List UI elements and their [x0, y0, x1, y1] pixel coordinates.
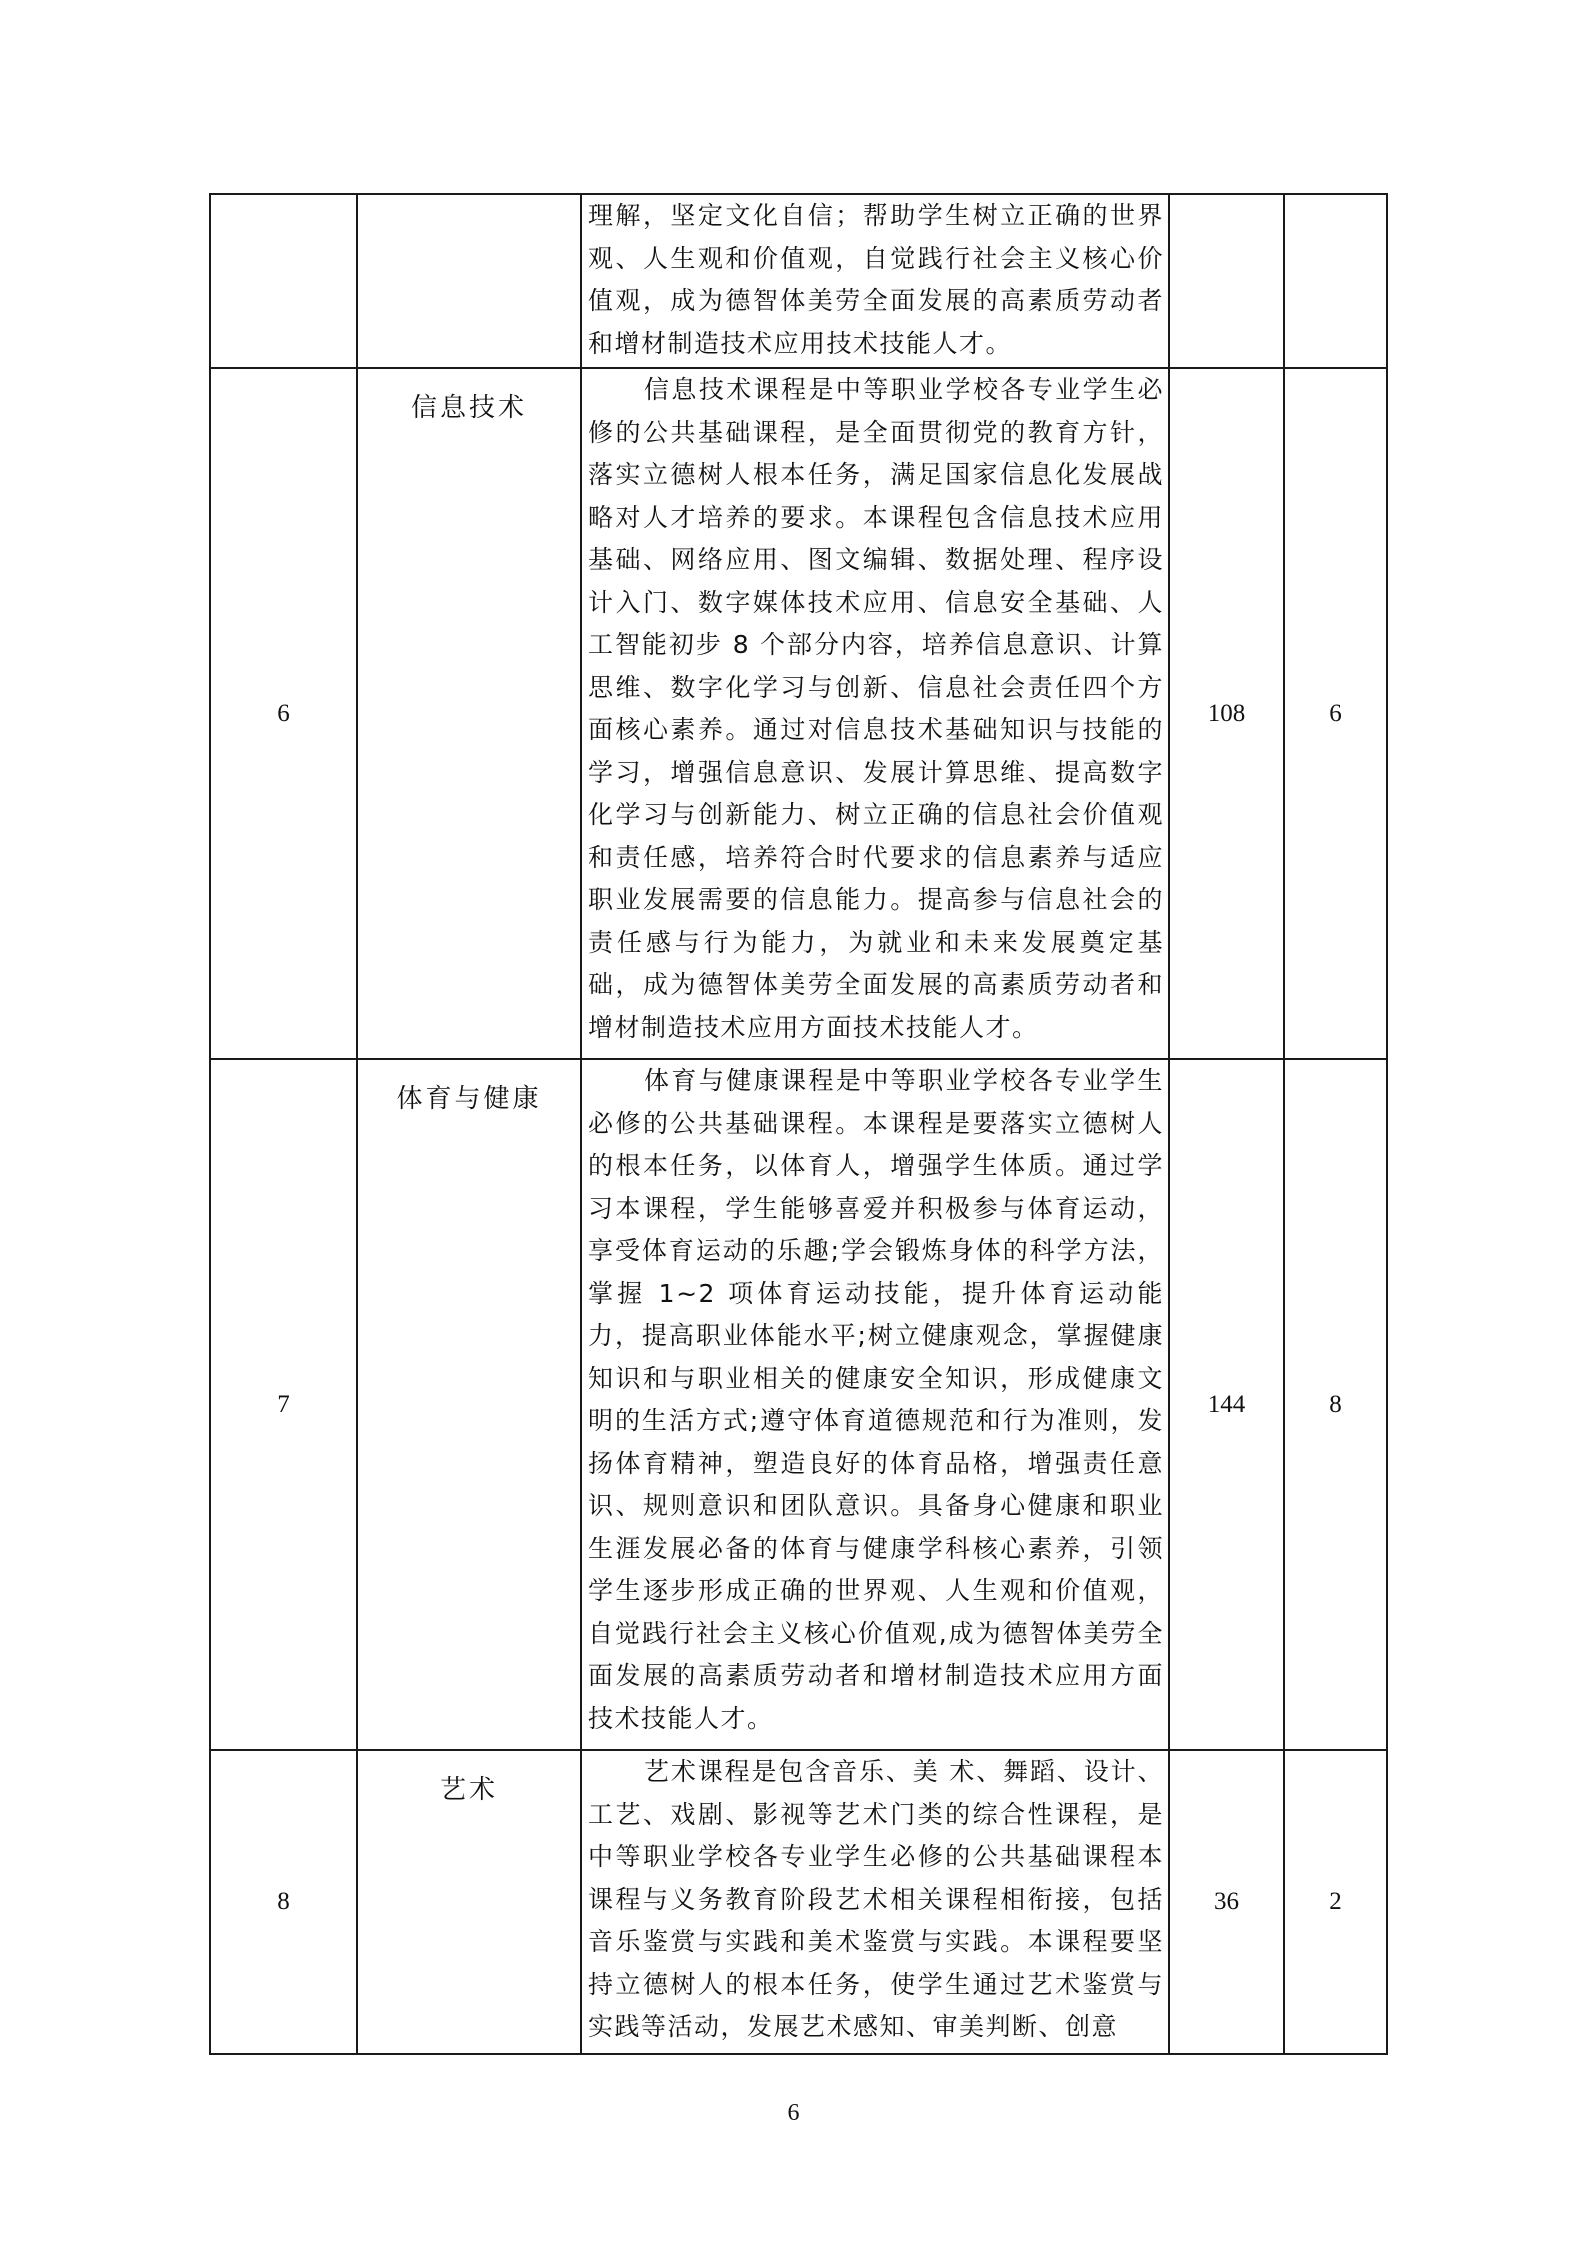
course-hours: 108 [1169, 368, 1284, 1059]
course-name: 艺术 [357, 1750, 581, 2054]
course-description-cell [581, 194, 1169, 368]
course-name: 信息技术 [357, 368, 581, 1059]
course-hours: 36 [1169, 1750, 1284, 2054]
table-row [210, 368, 1387, 1059]
course-description: 理解，坚定文化自信；帮助学生树立正确的世界观、人生观和价值观，自觉践行社会主义核心价值观，成为德智体美劳全面发展的高素质劳动者和增材制造技术应用技术技能人才。 [588, 201, 1164, 358]
course-number [210, 194, 357, 368]
course-credits [1284, 194, 1387, 368]
course-number: 6 [210, 368, 357, 1059]
course-hours [1169, 194, 1284, 368]
course-description-cell [581, 1750, 1169, 2054]
course-number: 8 [210, 1750, 357, 2054]
course-credits: 8 [1284, 1059, 1387, 1750]
course-number: 7 [210, 1059, 357, 1750]
course-description: 体育与健康课程是中等职业学校各专业学生必修的公共基础课程。本课程是要落实立德树人的根本任务，以体育人，增强学生体质。通过学习本课程，学生能够喜爱并积极参与体育运动，享受体育运动的乐趣;学会锻炼身体的科学方法，掌握 1~2 项体育运动技能，提升体育运动能力，提高职业体能水平;树立健康观念，掌握健康知识和与职业相关的健康安全知识，形成健康文明的生活方式;遵守体育道德规范和行为准则，发扬体育精神，塑造良好的体育品格，增强责任意识、规则意识和团队意识。具备身心健康和职业生涯发展必备的体育与健康学科核心素养，引领学生逐步形成正确的世界观、人生观和价值观，自觉践行社会主义核心价值观,成为德智体美劳全面发展的高素质劳动者和增材制造技术应用方面技术技能人才。 [588, 1066, 1164, 1733]
course-description-cell [581, 368, 1169, 1059]
course-description: 艺术课程是包含音乐、美 术、舞蹈、设计、工艺、戏剧、影视等艺术门类的综合性课程，是中等职业学校各专业学生必修的公共基础课程本课程与义务教育阶段艺术相关课程相衔接，包括音乐鉴赏与实践和美术鉴赏与实践。本课程要坚持立德树人的根本任务，使学生通过艺术鉴赏与实践等活动，发展艺术感知、审美判断、创意 [588, 1757, 1164, 2041]
table-row [210, 1750, 1387, 2054]
course-credits: 2 [1284, 1750, 1387, 2054]
page-number: 6 [787, 2100, 800, 2126]
curriculum-table [209, 193, 1388, 2055]
course-hours: 144 [1169, 1059, 1284, 1750]
course-name [357, 194, 581, 368]
table-row [210, 1059, 1387, 1750]
course-credits: 6 [1284, 368, 1387, 1059]
course-name: 体育与健康 [357, 1059, 581, 1750]
course-description: 信息技术课程是中等职业学校各专业学生必修的公共基础课程，是全面贯彻党的教育方针，落实立德树人根本任务，满足国家信息化发展战略对人才培养的要求。本课程包含信息技术应用基础、网络应用、图文编辑、数据处理、程序设 计入门、数字媒体技术应用、信息安全基础、人工智能初步 8 个部分内容，培养信息意识、计算思维、数字化学习与创新、信息社会责任四个方面核心素养。通过对信息技术基础知识与技能的学习，增强信息意识、发展计算思维、提高数字化学习与创新能力、树立正确的信息社会价值观和责任感，培养符合时代要求的信息素养与适应职业发展需要的信息能力。提高参与信息社会的责任感与行为能力，为就业和未来发展奠定基础，成为德智体美劳全面发展的高素质劳动者和增材制造技术应用方面技术技能人才。 [588, 375, 1164, 1042]
course-description-cell [581, 1059, 1169, 1750]
table-row [210, 194, 1387, 368]
